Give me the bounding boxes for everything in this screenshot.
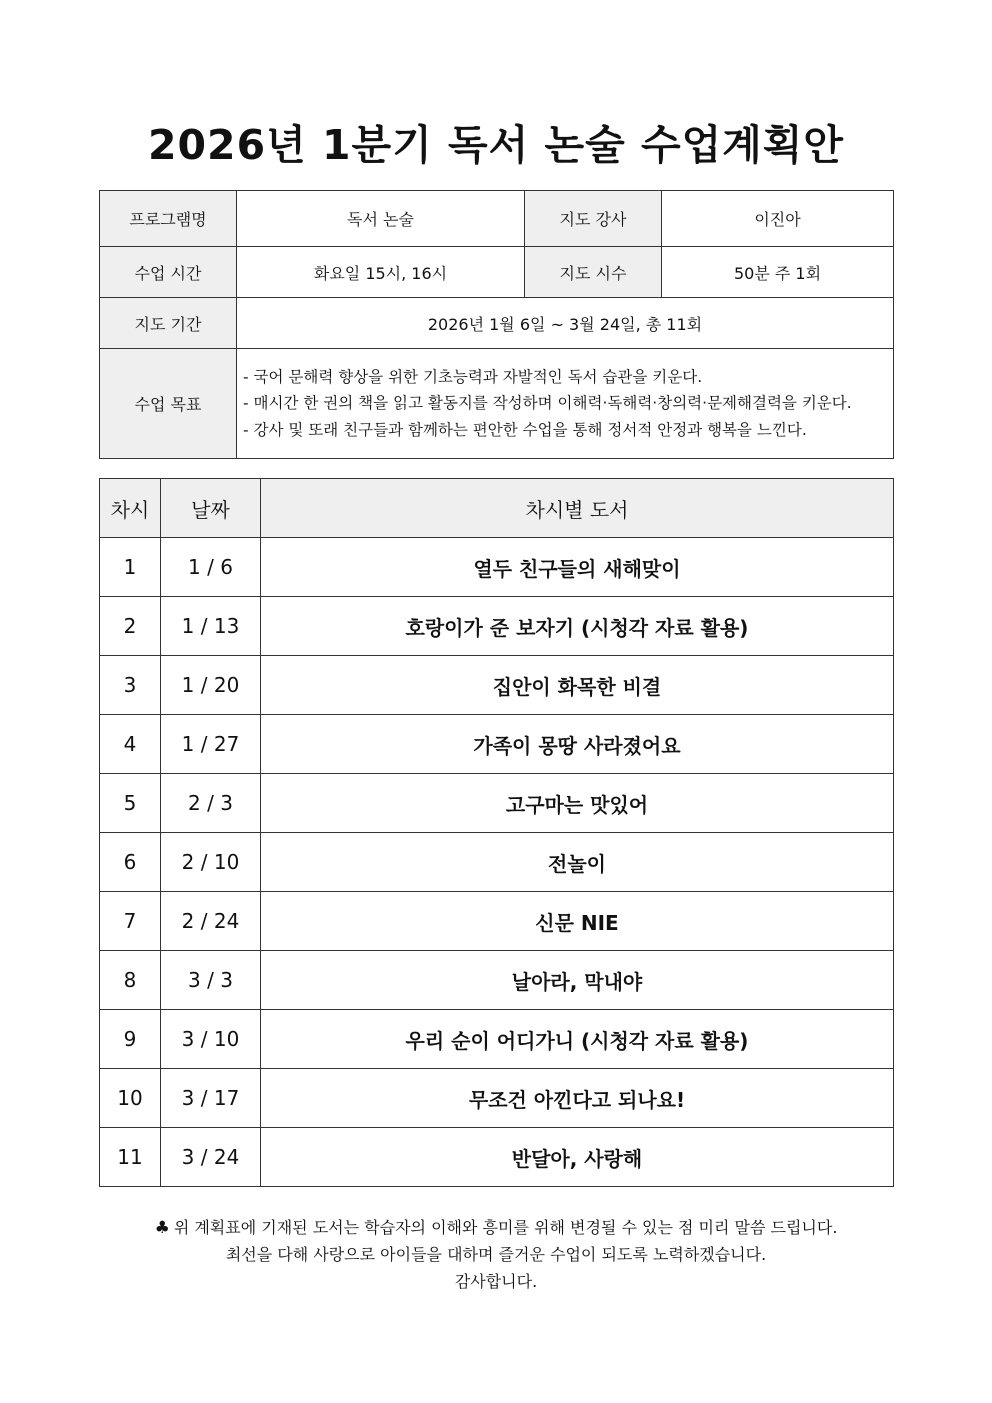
session-date: 2 / 10 bbox=[161, 833, 261, 892]
session-number: 9 bbox=[100, 1010, 161, 1069]
session-book: 고구마는 맛있어 bbox=[261, 774, 894, 833]
table-row bbox=[100, 951, 894, 1010]
session-number: 7 bbox=[100, 892, 161, 951]
session-book: 신문 NIE bbox=[261, 892, 894, 951]
session-number: 5 bbox=[100, 774, 161, 833]
teacher-value: 이진아 bbox=[662, 191, 894, 247]
footer-line-3: 감사합니다. bbox=[454, 1272, 538, 1291]
table-row bbox=[100, 1069, 894, 1128]
goal-item: - 매시간 한 권의 책을 읽고 활동지를 작성하며 이해력·독해력·창의력·문제해결력을 키운다. bbox=[243, 394, 852, 413]
count-label: 지도 시수 bbox=[525, 247, 662, 298]
session-date: 1 / 20 bbox=[161, 656, 261, 715]
program-value: 독서 논술 bbox=[237, 191, 525, 247]
table-row bbox=[100, 597, 894, 656]
goal-list bbox=[237, 349, 894, 459]
session-number: 8 bbox=[100, 951, 161, 1010]
session-book: 집안이 화목한 비결 bbox=[261, 656, 894, 715]
period-value: 2026년 1월 6일 ~ 3월 24일, 총 11회 bbox=[237, 298, 894, 349]
session-date: 2 / 3 bbox=[161, 774, 261, 833]
session-number: 3 bbox=[100, 656, 161, 715]
session-date: 3 / 10 bbox=[161, 1010, 261, 1069]
schedule-table bbox=[99, 478, 894, 1187]
session-book: 우리 순이 어디가니 (시청각 자료 활용) bbox=[261, 1010, 894, 1069]
goal-label: 수업 목표 bbox=[100, 349, 237, 459]
table-row bbox=[100, 715, 894, 774]
session-book: 반달아, 사랑해 bbox=[261, 1128, 894, 1187]
time-value: 화요일 15시, 16시 bbox=[237, 247, 525, 298]
footer-line-1: 위 계획표에 기재된 도서는 학습자의 이해와 흥미를 위해 변경될 수 있는 점 미리 말씀 드립니다. bbox=[173, 1218, 838, 1237]
table-row bbox=[100, 538, 894, 597]
session-date: 1 / 6 bbox=[161, 538, 261, 597]
session-date: 1 / 13 bbox=[161, 597, 261, 656]
club-icon: ♣ bbox=[154, 1218, 170, 1238]
session-book: 전놀이 bbox=[261, 833, 894, 892]
header-book: 차시별 도서 bbox=[261, 479, 894, 538]
header-session: 차시 bbox=[100, 479, 161, 538]
session-date: 3 / 24 bbox=[161, 1128, 261, 1187]
session-book: 열두 친구들의 새해맞이 bbox=[261, 538, 894, 597]
goal-item: - 강사 및 또래 친구들과 함께하는 편안한 수업을 통해 정서적 안정과 행복을 느낀다. bbox=[243, 420, 807, 439]
footer-note bbox=[0, 1215, 992, 1238]
table-row bbox=[100, 1128, 894, 1187]
session-date: 3 / 3 bbox=[161, 951, 261, 1010]
goal-item: - 국어 문해력 향상을 위한 기초능력과 자발적인 독서 습관을 키운다. bbox=[243, 367, 703, 386]
session-number: 6 bbox=[100, 833, 161, 892]
session-number: 4 bbox=[100, 715, 161, 774]
period-label: 지도 기간 bbox=[100, 298, 237, 349]
session-number: 10 bbox=[100, 1069, 161, 1128]
session-number: 1 bbox=[100, 538, 161, 597]
teacher-label: 지도 강사 bbox=[525, 191, 662, 247]
session-book: 날아라, 막내야 bbox=[261, 951, 894, 1010]
session-book: 가족이 몽땅 사라졌어요 bbox=[261, 715, 894, 774]
table-row bbox=[100, 774, 894, 833]
session-number: 2 bbox=[100, 597, 161, 656]
header-date: 날짜 bbox=[161, 479, 261, 538]
session-date: 1 / 27 bbox=[161, 715, 261, 774]
session-book: 호랑이가 준 보자기 (시청각 자료 활용) bbox=[261, 597, 894, 656]
table-row bbox=[100, 1010, 894, 1069]
count-value: 50분 주 1회 bbox=[662, 247, 894, 298]
table-row bbox=[100, 892, 894, 951]
table-row bbox=[100, 656, 894, 715]
page-title: 2026년 1분기 독서 논술 수업계획안 bbox=[147, 121, 844, 169]
program-label: 프로그램명 bbox=[100, 191, 237, 247]
session-book: 무조건 아낀다고 되나요! bbox=[261, 1069, 894, 1128]
table-row bbox=[100, 833, 894, 892]
program-info-table bbox=[99, 190, 894, 459]
session-number: 11 bbox=[100, 1128, 161, 1187]
session-date: 2 / 24 bbox=[161, 892, 261, 951]
time-label: 수업 시간 bbox=[100, 247, 237, 298]
footer-line-2: 최선을 다해 사랑으로 아이들을 대하며 즐거운 수업이 되도록 노력하겠습니다. bbox=[225, 1245, 767, 1264]
session-date: 3 / 17 bbox=[161, 1069, 261, 1128]
